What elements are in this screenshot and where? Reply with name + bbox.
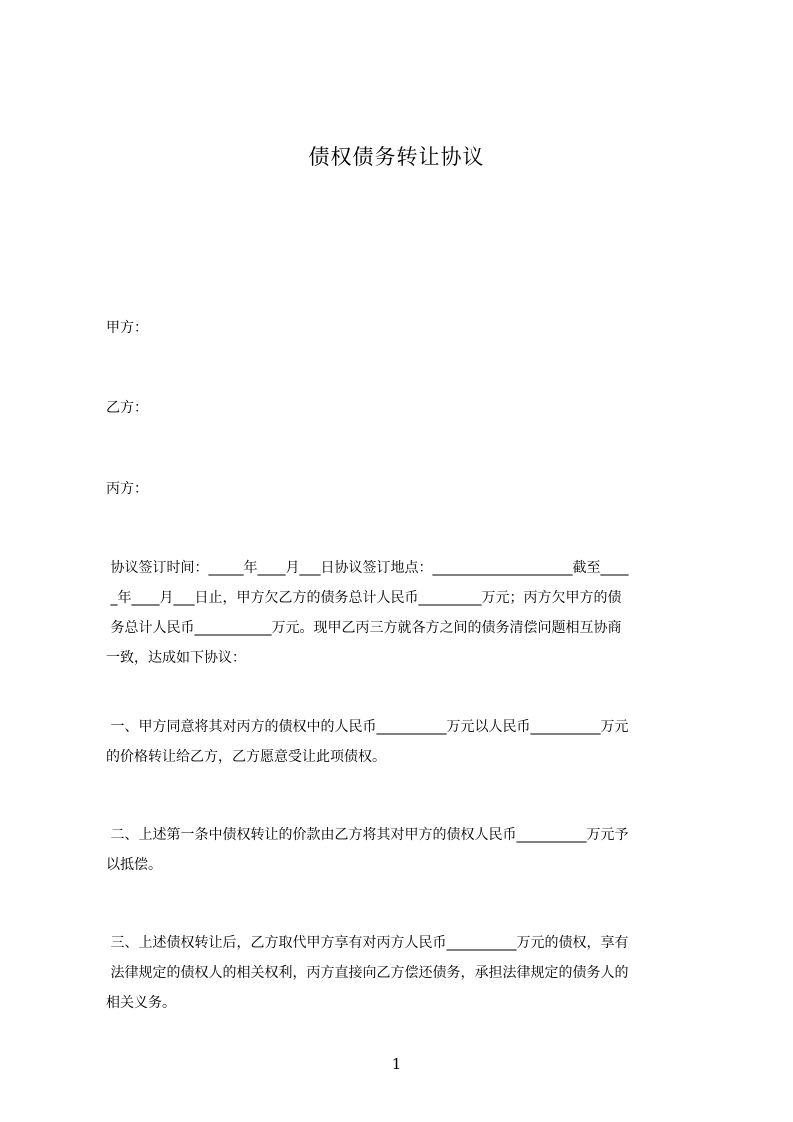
- clause-1-line: 一、甲方同意将其对丙方的债权中的人民币__________万元以人民币__________万元: [106, 719, 629, 735]
- clause-3-paragraph: [106, 928, 698, 1018]
- preamble-line: 协议签订时间：_____年____月___日协议签订地点：____________________截至____: [106, 560, 629, 576]
- clause-3-line: 三、上述债权转让后，乙方取代甲方享有对丙方人民币__________万元的债权，享有: [106, 935, 629, 951]
- document-title: 债权债务转让协议: [308, 145, 485, 169]
- party-a-label: 甲方：: [106, 320, 148, 336]
- clause-2-line: 二、上述第一条中债权转让的价款由乙方将其对甲方的债权人民币__________万元予: [106, 827, 629, 843]
- clause-2-paragraph: [106, 820, 698, 880]
- clause-3-line: 相关义务。: [106, 995, 176, 1011]
- clause-1-paragraph: [106, 712, 698, 772]
- preamble-line: _年____月___日止，甲方欠乙方的债务总计人民币_________万元；丙方欠甲方的债: [106, 590, 622, 606]
- party-b-label: 乙方：: [106, 400, 148, 416]
- clause-1-line: 的价格转让给乙方，乙方愿意受让此项债权。: [106, 749, 386, 765]
- clause-3-line: 法律规定的债权人的相关权利，丙方直接向乙方偿还债务，承担法律规定的债务人的: [106, 965, 629, 981]
- party-c-label: 丙方：: [106, 481, 148, 497]
- page-number: 1: [391, 1055, 402, 1073]
- clause-2-line: 以抵偿。: [106, 857, 162, 873]
- preamble-line: 务总计人民币___________万元。现甲乙丙三方就各方之间的债务清偿问题相互协商: [106, 620, 622, 636]
- preamble-line: 一致，达成如下协议：: [106, 650, 246, 666]
- preamble-paragraph: [106, 553, 698, 673]
